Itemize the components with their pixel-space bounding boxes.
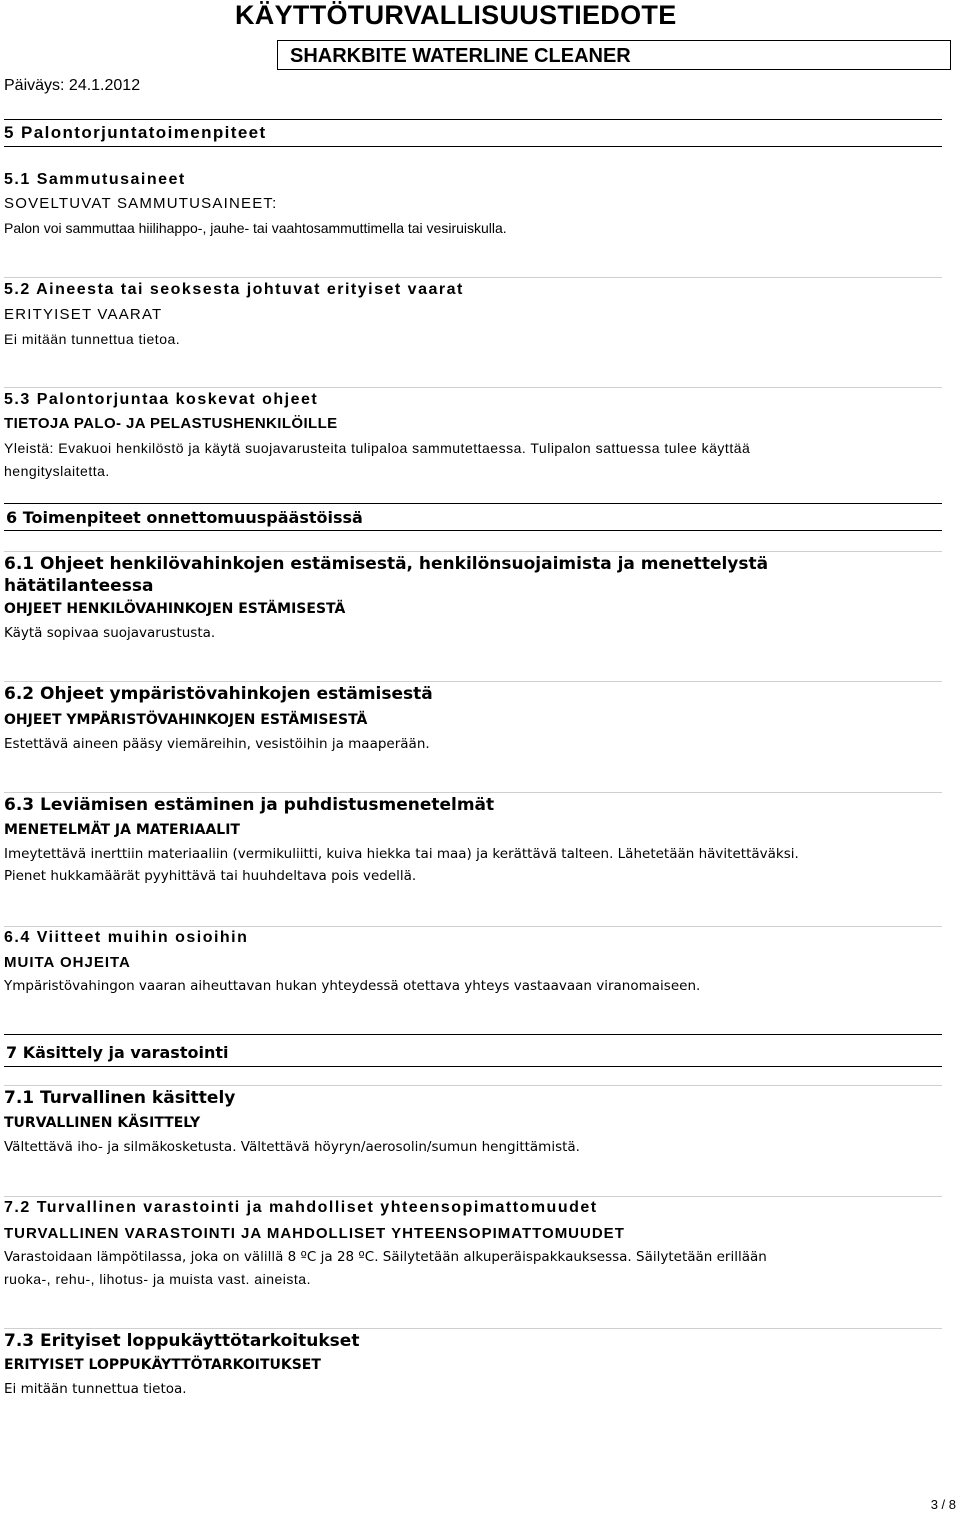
section-5-2-label: ERITYISET VAARAT xyxy=(4,306,163,323)
divider xyxy=(4,503,942,504)
divider xyxy=(4,926,942,927)
section-5-3-text-line1: Yleistä: Evakuoi henkilöstö ja käytä suojavarusteita tulipaloa sammutettaessa. Tulipalon sattuessa tulee käyttää xyxy=(4,440,751,456)
divider xyxy=(4,1085,942,1086)
divider xyxy=(4,792,942,793)
section-7-3-label: ERITYISET LOPPUKÄYTTÖTARKOITUKSET xyxy=(4,1357,321,1373)
section-5-3-text-line2: hengityslaitetta. xyxy=(4,463,110,479)
section-6-3-label: MENETELMÄT JA MATERIAALIT xyxy=(4,822,240,838)
section-6-2-label: OHJEET YMPÄRISTÖVAHINKOJEN ESTÄMISESTÄ xyxy=(4,712,368,728)
section-7-2-text-line1: Varastoidaan lämpötilassa, joka on välillä 8 ºC ja 28 ºC. Säilytetään alkuperäispakkauksessa. Säilytetään erillään xyxy=(4,1249,767,1265)
section-7-2-heading: 7.2 Turvallinen varastointi ja mahdolliset yhteensopimattomuudet xyxy=(4,1199,598,1216)
section-6-4-text: Ympäristövahingon vaaran aiheuttavan hukan yhteydessä otettava yhteys vastaavaan viranomaiseen. xyxy=(4,978,701,994)
divider xyxy=(4,277,942,278)
section-5-2-heading: 5.2 Aineesta tai seoksesta johtuvat erityiset vaarat xyxy=(4,281,464,298)
divider xyxy=(4,119,942,120)
divider xyxy=(4,530,942,531)
section-6-3-text-line1: Imeytettävä inerttiin materiaaliin (vermikuliitti, kuiva hiekka tai maa) ja kerättävä talteen. Lähetetään hävitettäväksi. xyxy=(4,846,799,862)
divider xyxy=(4,1328,942,1329)
section-6-3-heading: 6.3 Leviämisen estäminen ja puhdistusmenetelmät xyxy=(4,795,495,815)
section-6-4-heading: 6.4 Viitteet muihin osioihin xyxy=(4,929,249,946)
section-6-1-heading-line1: 6.1 Ohjeet henkilövahinkojen estämisestä, henkilönsuojaimista ja menettelystä xyxy=(4,554,769,574)
divider xyxy=(4,1196,942,1197)
section-6-heading: 6 Toimenpiteet onnettomuuspäästöissä xyxy=(6,508,363,527)
divider xyxy=(4,146,942,147)
section-6-1-text: Käytä sopivaa suojavarustusta. xyxy=(4,625,216,641)
section-7-2-label: TURVALLINEN VARASTOINTI JA MAHDOLLISET YHTEENSOPIMATTOMUUDET xyxy=(4,1225,625,1242)
document-date: Päiväys: 24.1.2012 xyxy=(4,77,141,94)
divider xyxy=(4,1034,942,1035)
section-5-1-label: SOVELTUVAT SAMMUTUSAINEET: xyxy=(4,195,278,212)
divider xyxy=(4,551,942,552)
divider xyxy=(4,1066,942,1067)
section-7-1-heading: 7.1 Turvallinen käsittely xyxy=(4,1088,236,1108)
divider xyxy=(4,387,942,388)
section-5-heading: 5 Palontorjuntatoimenpiteet xyxy=(4,123,267,142)
section-5-2-text: Ei mitään tunnettua tietoa. xyxy=(4,331,181,347)
page-number: 3 / 8 xyxy=(930,1497,956,1512)
section-7-3-text: Ei mitään tunnettua tietoa. xyxy=(4,1381,187,1397)
divider xyxy=(4,681,942,682)
document-title: KÄYTTÖTURVALLISUUSTIEDOTE xyxy=(235,0,677,30)
section-6-1-heading-line2: hätätilanteessa xyxy=(4,576,154,596)
section-5-1-heading: 5.1 Sammutusaineet xyxy=(4,171,186,188)
section-7-heading: 7 Käsittely ja varastointi xyxy=(6,1043,229,1062)
section-6-1-label: OHJEET HENKILÖVAHINKOJEN ESTÄMISESTÄ xyxy=(4,601,346,617)
section-5-3-heading: 5.3 Palontorjuntaa koskevat ohjeet xyxy=(4,391,319,408)
section-6-3-text-line2: Pienet hukkamäärät pyyhittävä tai huuhdeltava pois vedellä. xyxy=(4,868,417,884)
product-name: SHARKBITE WATERLINE CLEANER xyxy=(290,45,631,67)
section-7-3-heading: 7.3 Erityiset loppukäyttötarkoitukset xyxy=(4,1331,360,1351)
section-7-2-text-line2: ruoka-, rehu-, lihotus- ja muista vast. aineista. xyxy=(4,1271,311,1287)
section-6-2-heading: 6.2 Ohjeet ympäristövahinkojen estämisestä xyxy=(4,684,433,704)
section-5-3-label: TIETOJA PALO- JA PELASTUSHENKILÖILLE xyxy=(4,415,338,432)
section-7-1-text: Vältettävä iho- ja silmäkosketusta. Vältettävä höyryn/aerosolin/sumun hengittämistä. xyxy=(4,1139,580,1155)
section-7-1-label: TURVALLINEN KÄSITTELY xyxy=(4,1115,201,1131)
section-6-2-text: Estettävä aineen pääsy viemäreihin, vesistöihin ja maaperään. xyxy=(4,736,430,752)
section-5-1-text: Palon voi sammuttaa hiilihappo-, jauhe- tai vaahtosammuttimella tai vesiruiskulla. xyxy=(4,220,507,236)
section-6-4-label: MUITA OHJEITA xyxy=(4,954,131,971)
